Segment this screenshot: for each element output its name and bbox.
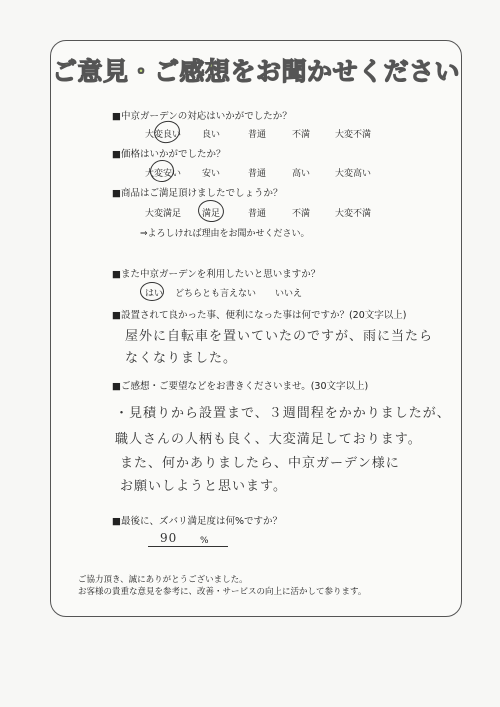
handwritten-answer-line: 屋外に自転車を置いていたのですが、雨に当たら [125, 329, 434, 344]
handwritten-answer-line: 職人さんの人柄も良く、大変満足しております。 [115, 432, 422, 447]
question-4-label: ■また中京ガーデンを利用したいと思いますか？ [112, 269, 321, 280]
question-7-label: ■最後に、ズバリ満足度は何%ですか？ [112, 516, 283, 527]
handwritten-answer-line: ・見積りから設置まで、３週間程をかかりましたが、 [115, 406, 451, 421]
option[interactable]: 大変不満 [335, 209, 372, 219]
footer-note: お客様の貴重な意見を参考に、改善・サービスの向上に活かして参ります。 [78, 587, 367, 597]
question-6-label: ■ご感想・ご要望などをお書きくださいませ。(30文字以上) [112, 381, 369, 392]
option[interactable]: 普通 [248, 169, 267, 179]
option[interactable]: 満足 [202, 209, 221, 219]
option[interactable]: 大変高い [335, 169, 372, 179]
question-2-label: ■価格はいかがでしたか？ [112, 149, 226, 160]
option[interactable]: 普通 [248, 209, 267, 219]
answer-underline [148, 546, 228, 547]
option[interactable]: 大変満足 [145, 209, 182, 219]
question-3-label: ■商品はご満足頂けましたでしょうか？ [112, 188, 283, 199]
option-no[interactable]: いいえ [275, 289, 303, 299]
option-neutral[interactable]: どちらとも言えない [175, 289, 257, 299]
option[interactable]: 不満 [292, 209, 311, 219]
question-5-label: ■設置されて良かった事、便利になった事は何ですか？(20文字以上) [112, 310, 407, 321]
option[interactable]: 良い [202, 130, 221, 140]
option[interactable]: 普通 [248, 130, 267, 140]
footer-thanks: ご協力頂き、誠にありがとうございました。 [78, 575, 248, 585]
option-yes[interactable]: はい [145, 289, 164, 299]
handwritten-answer-line: なくなりました。 [125, 351, 238, 366]
handwritten-answer-line: また、何かありましたら、中京ガーデン様に [120, 456, 400, 471]
option[interactable]: 大変不満 [335, 130, 372, 140]
option[interactable]: 大変安い [145, 169, 182, 179]
page-title: ご意見・ご感想をお聞かせください [51, 57, 460, 86]
percent-unit: % [200, 536, 209, 546]
option[interactable]: 不満 [292, 130, 311, 140]
satisfaction-value: 90 [160, 531, 178, 545]
reason-prompt: ⇒よろしければ理由をお聞かせください。 [140, 229, 310, 239]
handwritten-answer-line: お願いしようと思います。 [120, 479, 287, 494]
option[interactable]: 高い [292, 169, 311, 179]
option[interactable]: 大変良い [145, 130, 182, 140]
option[interactable]: 安い [202, 169, 221, 179]
question-1-label: ■中京ガーデンの対応はいかがでしたか？ [112, 111, 292, 122]
selection-circle [140, 282, 164, 301]
